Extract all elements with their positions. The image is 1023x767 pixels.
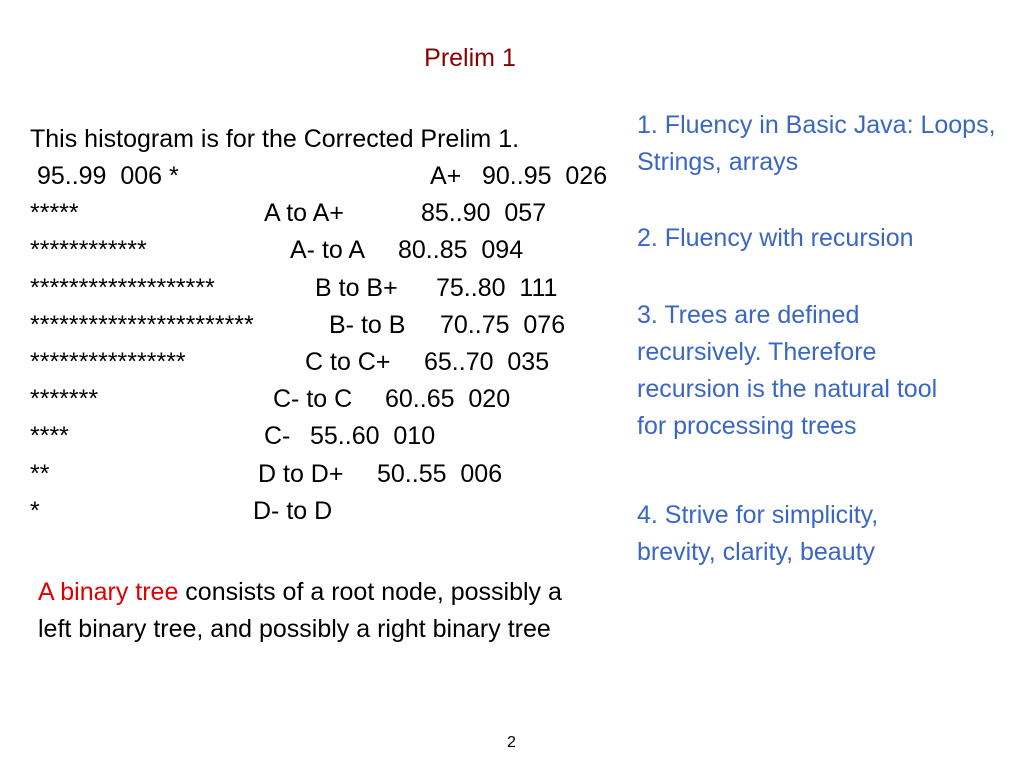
point-recursion-fluency: 2. Fluency with recursion bbox=[637, 224, 914, 252]
histogram-stars: *********************** bbox=[30, 310, 254, 339]
histogram-range-count: 65..70 035 bbox=[424, 348, 550, 376]
histogram-grade: D- to D bbox=[253, 496, 333, 525]
histogram-grade: B- to B bbox=[329, 310, 406, 339]
histogram-stars: * bbox=[30, 496, 40, 525]
histogram-stars: **************** bbox=[30, 348, 186, 376]
histogram-grade: A to A+ bbox=[264, 199, 344, 228]
histogram-stars: ***** bbox=[30, 199, 79, 228]
histogram-range-count: 60..65 020 bbox=[385, 385, 511, 414]
histogram-range-count: 80..85 094 bbox=[398, 236, 524, 265]
histogram-range-count: 75..80 111 bbox=[436, 273, 558, 302]
definition-term: A binary tree bbox=[38, 578, 179, 606]
histogram-stars: ******************* bbox=[30, 273, 215, 302]
binary-tree-definition bbox=[38, 574, 598, 648]
histogram-stars: **** bbox=[30, 422, 69, 451]
point-simplicity: 4. Strive for simplicity, brevity, clarity, beauty bbox=[637, 501, 879, 566]
histogram-stars: ************ bbox=[30, 236, 147, 265]
histogram-grade: C- to C bbox=[273, 385, 353, 414]
point-trees-recursive: 3. Trees are defined recursively. Therefore recursion is the natural tool for processing trees bbox=[637, 301, 938, 440]
histogram-grade: C to C+ bbox=[305, 348, 391, 376]
point-java-fluency: 1. Fluency in Basic Java: Loops, Strings, arrays bbox=[637, 111, 996, 176]
slide-title: Prelim 1 bbox=[424, 44, 516, 72]
histogram-grade: B to B+ bbox=[315, 273, 398, 302]
histogram-range-count: 55..60 010 bbox=[310, 422, 436, 451]
histogram-range-count: 90..95 026 bbox=[482, 162, 608, 190]
page-number: 2 bbox=[507, 734, 516, 751]
histogram-grade: C- bbox=[264, 422, 291, 451]
histogram-intro: This histogram is for the Corrected Prelim 1. bbox=[30, 125, 520, 153]
histogram-range-count: 50..55 006 bbox=[377, 459, 503, 488]
histogram-stars: ** bbox=[30, 459, 50, 488]
histogram-stars: ******* bbox=[30, 385, 99, 414]
definition-text: consists of a root node, possibly a left binary tree, and possibly a right binary tree bbox=[38, 578, 562, 643]
histogram-range-count: 70..75 076 bbox=[440, 310, 566, 339]
histogram-grade: A- to A bbox=[290, 236, 366, 265]
histogram-grade: A+ bbox=[430, 162, 462, 190]
histogram-range-count: 85..90 057 bbox=[421, 199, 547, 228]
histogram-grade: D to D+ bbox=[258, 459, 344, 488]
histogram-top-range: 95..99 006 * bbox=[30, 162, 179, 190]
